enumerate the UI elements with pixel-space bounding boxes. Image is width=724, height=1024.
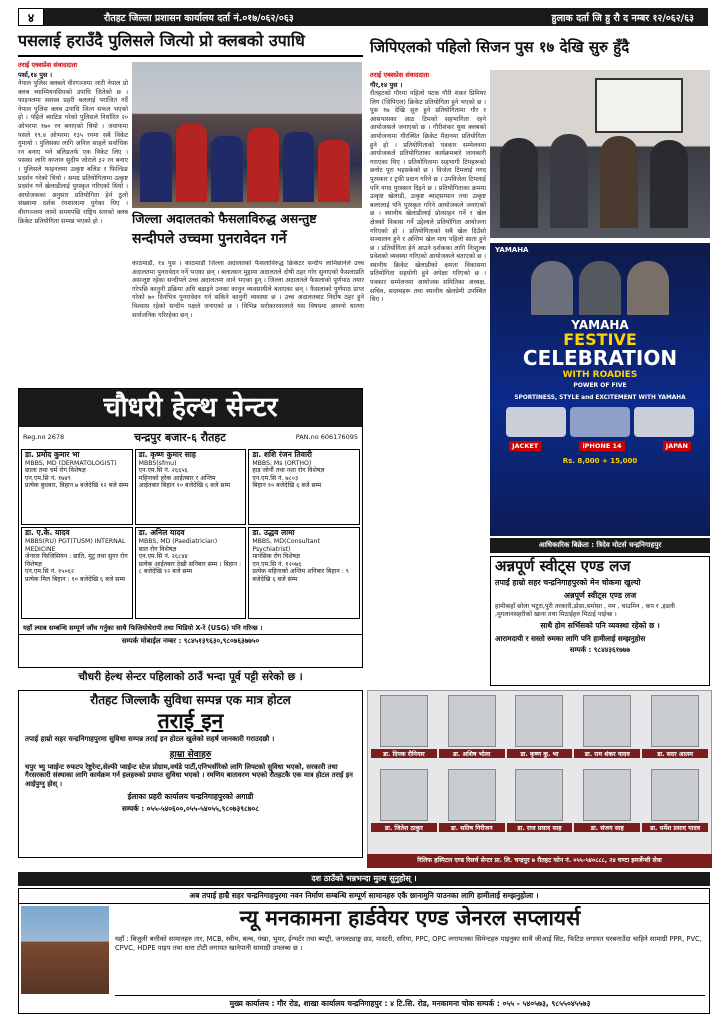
doctor-tile: डा. राम शंकर यादव [574,695,640,767]
annapurna-name: अन्नपूर्ण स्वीट्स एण्ड लज [563,590,637,600]
story3-text [370,70,486,540]
hotel-tagline: रौतहट जिल्लाकै सुविधा सम्पन्न एक मात्र होटल [90,693,291,707]
story3-body: रौतहटको गौरमा पहिलो पटक गौरी शंकर प्रिमियर लिग (जिपिएल) क्रिकेट प्रतियोगिता हुने भएको छ । पुस १७ देखि सुरु हुने प्रतियोगितामा गौर र आसपासका आठ टिमको सहभागिता रहने आयोजकले जनाएको छ । गौरीशंकर युवा क्लबको आयोजनामा गौरस्थित क्रिकेट मैदानमा प्रतियोगिता हुने हो । प्रतियोगिताको पत्रकार सम्मेलनमा आयोजकले प्रतियोगिताका कार्यक्रमबारे जानकारी गराएका थिए । प्रतियोगितामा सहभागी टिमहरूको छनोट पूरा भइसकेको छ । विजेता टिमलाई नगद पुरस्कार र ट्रफी प्रदान गरिने छ । उपविजेता टिमलाई पनि नगद पुरस्कार दिइने छ । प्रतियोगिताका क्रममा उत्कृष्ट खेलाडी, उत्कृष्ट ब्याट्सम्यान तथा उत्कृष्ट बलरलाई पनि पुरस्कृत गरिने आयोजकले जनाएको छ । स्थानीय खेलाडीलाई प्रोत्साहन गर्ने र खेल क्षेत्रको विकास गर्ने उद्देश्यले प्रतियोगिता आयोजना गरिएको हो । प्रतियोगिताको सबै खेल दिउँसो सञ्चालन हुने र अन्तिम खेल माघ पहिलो साता हुने छ । प्रतियोगिता हेर्न आउने दर्शकका लागि निःशुल्क प्रवेशको व्यवस्था गरिएको आयोजकले बताएको छ । स्थानीय क्रिकेट खेलाडीको क्षमता विकासमा प्रतियोगिता सहयोगी हुने अपेक्षा गरिएको छ । पत्रकार सम्मेलनमा आयोजक समितिका अध्यक्ष, सचिव, सदस्यहरू तथा स्थानीय खेलप्रेमी उपस्थित थिए । [370,90,486,304]
page-number: ४ [18,8,44,26]
masthead-left: रौतहट जिल्ला प्रशासन कार्यालय दर्ता नं.०१७/०६२/०६३ [104,12,294,24]
chaudhary-health-ad [18,388,363,668]
yamaha-power: POWER OF FIVE [573,381,627,389]
yamaha-tagline: SPORTINESS, STYLE and EXCITEMENT WITH YAMAHA [514,395,686,402]
doctor-card: डा. ए.के. यादव MBBS(RU) PGT(TUSM) INTERNAL MEDICINE जेनरल फिजिसियन : छाति, मुटु तथा सुगर रोग विशेषज्ञ एन.एम.सि नं. १५०६२ प्रत्येक मिल बिहान : १० बजेदेखि ६ बजे सम्म [21,527,133,619]
annapurna-phone: ९८४४३६१७७७ [593,645,631,654]
doctor-tile: डा. संजय साह [574,769,640,841]
annapurna-line1: तपाईं हाम्रो सहर चन्द्रनिगाहपुरको मेन चोकमा खुल्यो [495,577,641,587]
story3-dateline: गौर,१४ पुस । [370,81,403,89]
doctor-tile: डा. धर्मेश प्रसाद यादव [642,769,708,841]
press-meet-photo [490,70,710,238]
yamaha-dealer: आधिकारिक बिक्रेता : त्रिदेव मोटर्स चन्द्रनिगाहपुर [490,538,710,553]
gift-japan: JAPAN [663,441,691,451]
hardware-tagline: अब तपाई हाम्रै सहर चन्द्रनिगाहपुरमा नवन निर्माण सम्बन्धि सम्पूर्ण सामानहरु एकै छानामुनि पाउनका लागि हामीलाई सम्झनुहोला । [19,889,709,904]
story3-byline: तराई एक्सप्रेस संवाददाता [370,71,430,79]
masthead [18,8,708,26]
health-center-address: चन्द्रपुर बजार-६ रौतहट [134,430,226,444]
hotel-phone: सम्पर्क : ०५५-५४०६००,०५५-५४०५५,९८०७३९८७०८ [122,804,259,814]
doctor-tile: डा. कृष्ण कु. भा [507,695,573,767]
hospital-ad [367,690,712,858]
lab-note: यहाँ ल्याब सम्बन्धि सम्पूर्ण जाँच गर्नुका साथै फिजियोथेरापी तथा भिडियो X-रे (USG) पनि गरिन्छ । [23,624,263,632]
yamaha-title1: YAMAHA [571,318,629,332]
divider [18,55,363,57]
hardware-name: न्यू मनकामना हार्डवेयर एण्ड जेनरल सप्लायर्स [239,906,581,930]
hotel-intro: तपाई हाम्रो सहर चन्द्रनिगाहपुरमा सुविधा सम्पन्न तराई इन होटल खुलेको सहर्ष जानकारी गराउदछौ । [25,734,275,743]
annapurna-title: अन्नपूर्ण स्वीट्स एण्ड लज [495,557,631,575]
health-phone: सम्पर्क मोबाईल नम्बर : ९८४५१३९६३०,९८०७६३७७५० [19,634,362,646]
story2-headline-top: जिल्ला अदालतको फैसलाविरुद्ध असन्तुष्ट [132,211,317,226]
hotel-name: तराई इन [157,708,224,733]
notice-strip: दश ठाउँको भन्नभन्दा मुल्य सुनुहोस् । [18,872,710,886]
reg-no: Reg.no 2678 [23,433,65,441]
story2-body: काठमाडौं, १४ पुस । काठमाडौं जिल्ला अदालतको फैसलाविरुद्ध क्रिकेटर सन्दीप लामिछानेले उच्च अदालतमा पुनरावेदन गर्ने भएका छन् । बलात्कार मुद्दामा अदालतले दोषी ठहर गरेर सुनाएको फैसलाप्रति असन्तुष्ट रहेका सन्दीपले उच्च अदालतमा जाने भएका हुन् । जिल्ला अदालतले फैसलाको पूर्णपाठ तयार गरेपछि कानुनी प्रक्रिया अघि बढाइने उनका कानुन व्यवसायीले बताएका छन् । फैसलाको पूर्णपाठ प्राप्त गरेको ७० दिनभित्र पुनरावेदन गर्न सकिने कानुनी व्यवस्था छ । उच्च अदालतबाट निर्दोष ठहर हुने विश्वास रहेको सन्दीप पक्षले जनाएको छ । विभिन्न सरोकारवालाले यस विषयमा आफ्नो धारणा सार्वजनिक गरिरहेका छन् । [132,260,364,319]
annapurna-close: आरामदायी र सस्तो रुमका लागि पनि हामीलाई सम्झनुहोस [495,633,646,643]
gift-jacket: JACKET [509,441,541,451]
doctor-tile: डा. अशिष भोला [439,695,505,767]
annapurna-lodge: साथै होम सर्भिसको पनि व्यवस्था रहेको छ । [540,620,660,630]
doctor-card: डा. शशि रंजन तिवारी MBBS, Ms (ORTHO) हाड जोर्नी तथा नशा रोग विशेषज्ञ एन.एम.सि नं. ७८०३ बिहान १० बजेदेखि ६ बजे सम्म [248,449,360,525]
hotel-services-title: हाम्रा सेवाहरु [169,749,212,760]
doctor-tile: डा. सदर आलम [642,695,708,767]
yamaha-brand: YAMAHA [495,246,529,254]
cricket-team-photo [132,62,362,208]
contact-label: सम्पर्क : [569,645,592,654]
doctor-tile: डा. सतिष गिरीजन [439,769,505,841]
hotel-address: ईलाका प्रहरी कार्यालय चन्द्रनिगाहपुरको अगाडी [127,792,254,802]
yamaha-sub: WITH ROADIES [562,370,638,381]
doctor-card: डा. अनिल यादव MBBS, MD (Paediatrician) बाल रोग विशेषज्ञ एन.एम.सि नं. २६८४४ प्रत्येक आईतबार देखी सनिबार सम्म । बिहान : ८ बजेदेखि १२ बजे सम्म [135,527,247,619]
story1-byline: तराई एक्सप्रेस संवाददाता [18,61,78,69]
annapurna-items: हामीकहाँ छोला भटुरा,पुरी तरकारी,डोसा,समोसा , मम , चाउमिन , कप र ,इडली ,मुगलानसहरीको खाना तथा मिठाईहरु मिठाई पाईन्छ । [495,602,675,618]
story3-headline: जिपिएलको पहिलो सिजन पुस १७ देखि सुरु हुँदै [370,38,630,56]
story1-dateline: पर्सा,१४ पुस । [18,71,53,79]
doctor-tile: डा. जितेश ठाकुर [371,769,437,841]
doctor-card: डा. उद्धव लामा MBBS, MD(Consultant Psychiatrist) मानसिक रोग विशेषज्ञ एन.एम.सि नं. १२०७६ प्रत्येक महिनाको अन्तिम शनिबार बिहान : ९ बजेदेखि ६ बजे सम्म [248,527,360,619]
doctor-card: डा. प्रमोद कुमार भा MBBS, MD (DERMATOLOGIST) छाला तथा चर्म रोग विशेषज्ञ एन.एम.सि नं. १७४९ प्रत्येक बुधबार, बिहान ७ बजेदेखि १२ बजे सम्म [21,449,133,525]
terai-inn-ad [18,690,363,858]
doctor-card: डा. कृष्ण कुमार साह MBBS(sfmu) एन.एम.सि नं. २६६५६ महिनाको हरेक आईतबार र अन्तिम आईतबार बिहान १० बजेदेखि ६ बजे सम्म [135,449,247,525]
annapurna-ad [490,556,710,686]
pan-no: PAN.no 606176095 [295,433,358,441]
hardware-ad [18,888,710,1014]
yamaha-title3: CELEBRATION [522,346,678,371]
yamaha-ad [490,243,710,536]
health-center-title: चौधरी हेल्थ सेन्टर [19,389,362,427]
relocation-note: चौधरी हेल्थ सेन्टर पहिलाको ठाउँ भन्दा पूर्व पट्टी सरेको छ । [78,671,303,683]
doctor-tile: डा. राज प्रसाद साह [507,769,573,841]
storefront-photo [21,906,109,994]
yamaha-title2: FESTIVE [563,329,637,349]
hospital-footer: रिलिफ हस्पिटल एण्ड रिसर्च सेन्टर प्रा. लि. चन्द्रपुर ७ रौतहट फोन नं. ०५५-५४०८८८, २४ घण्टा इमर्जेन्सी सेवा [367,854,712,868]
hardware-body: यहाँ : बिजुली बत्तीको सामानहरु तार, MCB, स्वीच, बल्ब, पंखा, भुमर, ईन्भर्टर तथा ब्याट्री, जगलट्याङ्ग छड, मास्टरी, सरिया, PPC, OPC लगायतका सिमेन्टहरु पाइनुका साथै जीआई सिट, फिटिङ लगायत घरबनाउँदा चाहिने सामाग्री PPR, PVC, CPVC, HDPE पाइप तथा धारा टोटी लगायत खानेपानी सामाग्री उपलब्ध छ । [115,935,702,952]
story2-headline-main: सन्दीपले उच्चमा पुनरावेदन गर्ने [132,231,287,247]
doctor-tile: डा. दिपक रौनियार [371,695,437,767]
story1-text [18,60,128,408]
story1-body: नेपाल पुलिस क्लबले वीरगञ्जमा जारी नेपाल प्रो क्लब च्याम्पियनसिपको उपाधि जितेको छ । फाइनलमा सशस्त्र प्रहरी बललाई पराजित गर्दै नेपाल पुलिस क्लब उपाधि जित्न सफल भएको हो । पहिले ब्याटिङ गरेको पुलिसले निर्धारित २० ओभरमा १७० रन बनाएको थियो । जवाफमा पसले १९.४ ओभरमा १३५ रनमा सबै विकेट गुमायो । पुलिसका लागि अनिल साहले सर्वाधिक रन बनाए भने बलिङतर्फ एक विकेट लिए । पसका लागि कप्तान सुदीप जोराले ३२ रन बनाए । पुलिसले फाइनलमा उत्कृष्ट बलिङ र फिल्डिङ प्रदर्शन गरेको थियो । समग्र प्रतियोगितामा उत्कृष्ट प्रदर्शन गर्ने खेलाडीलाई पुरस्कृत गरिएको थियो । आयोजकका अनुसार प्रतियोगिता हेर्न ठूलो संख्यामा दर्शक रंगशालामा पुगेका थिए । वीरगञ्जमा लामो समयपछि राष्ट्रिय स्तरको क्लब क्रिकेट प्रतियोगिता सम्पन्न भएको हो । [18,80,128,225]
hotel-services: चपुर भ्यु प्वाईन्ट रुफटप रेष्टुरेन्ट,सेल्फी प्वाईन्ट स्टेज प्रोग्राम,वर्थडे पार्टी,एनिभर्सरिको लागि लिफ्टको सुविधा भएको, सरकारी तथा गैरसरकारी संस्थाका लागि कार्यक्रम गर्न हलहरुको प्रयाप्त सुविधा भएको । रमणिय बातावरण भएको रौतहटकै एक मात्र होटल तराई इन आईपुग्नु होस् । [25,762,353,788]
hardware-address: मुख्य कार्यालय : गौर रोड, शाखा कार्यालय चन्द्रनिगाहपुर : ४ टि.सि. रोड, मनकामना चोक सम्पर्क : ०५५ - ५४०५७३, ९८५५०४५५७३ [115,995,705,1009]
gift-iphone: iPHONE 14 [579,441,624,451]
yamaha-cash: Rs. 8,000 + 15,000 [562,457,638,466]
masthead-right: हुलाक दर्ता जि हु रौ द नम्बर १२/०६२/६३ [551,12,694,24]
story1-headline: पसलाई हराउँदै पुलिसले जित्यो प्रो क्लबको उपाधि [18,31,305,50]
